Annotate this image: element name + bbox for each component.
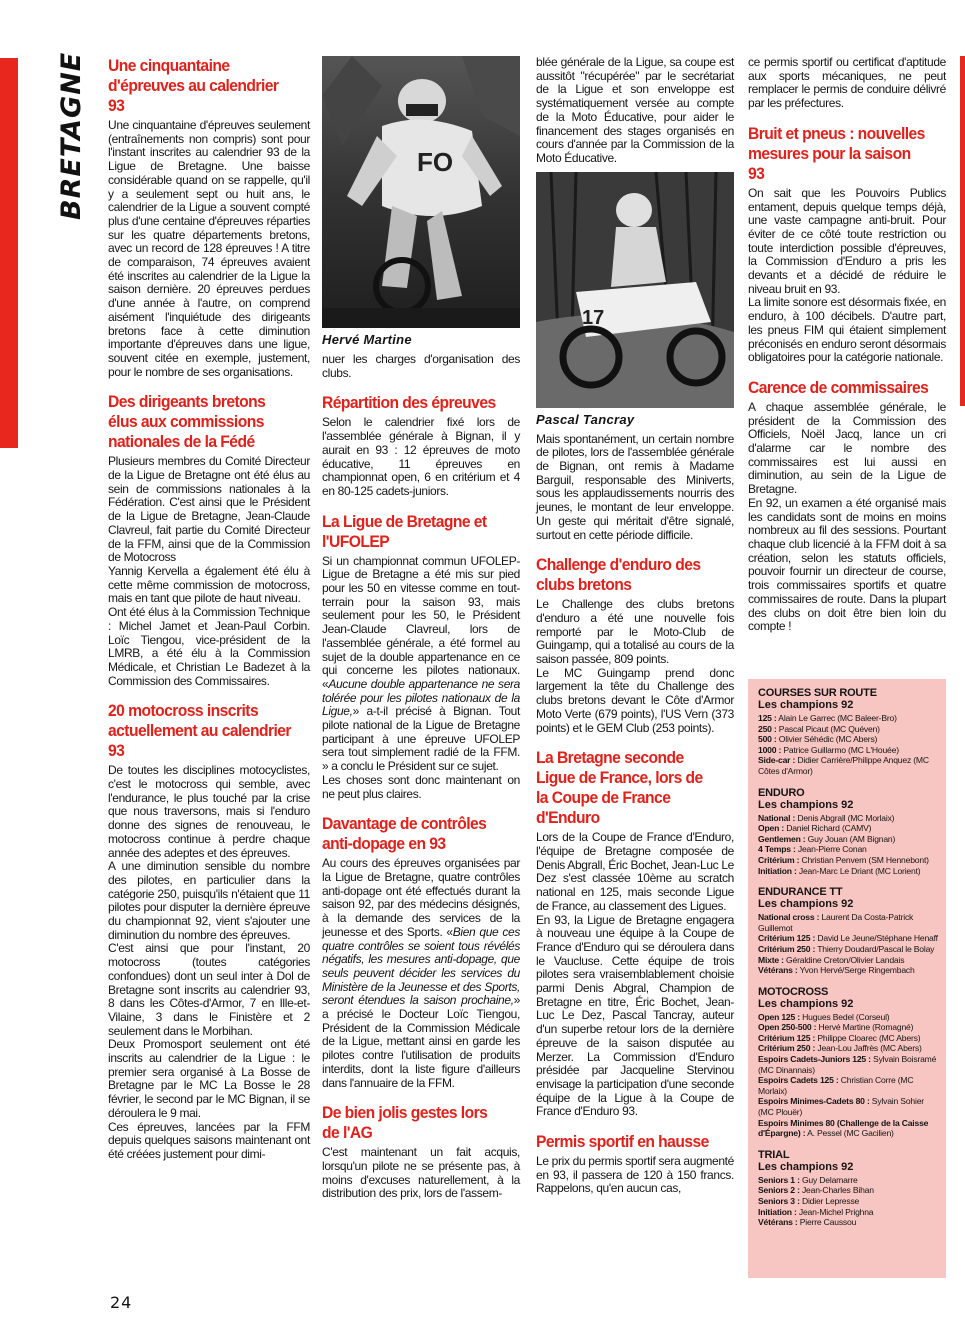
- champion-row: [758, 933, 940, 944]
- champion-class: Critérium :: [758, 854, 800, 865]
- champion-row: [758, 1185, 940, 1196]
- champion-name: Guy Jouan (AM Bignan): [805, 833, 896, 844]
- champion-class: Initiation :: [758, 865, 797, 876]
- champions-subtitle: Les champions 92: [758, 1160, 854, 1173]
- champion-name: David Le Jeune/Stéphane Henaff: [815, 933, 938, 944]
- photo-motocross-rider: [322, 56, 520, 328]
- champion-name: Alain Le Garrec (MC Baleer-Bro): [776, 713, 897, 723]
- champion-class: National cross :: [758, 912, 820, 923]
- quote-italic: Bien que ces quatre contrôles se soient tous révélés négatifs, les mesures anti-dopage, que seuls peuvent décider les services du Ministère de la Jeunesse et des Sports, seront étendues la saison prochaine,: [322, 924, 520, 1008]
- champion-name: Guy Delamarre: [799, 1174, 858, 1185]
- text-run: » a-t-il précisé à Bignan. Tout pilote national de la Ligue de Bretagne participant à une épreuve UFOLEP sera tout simplement radié de la FFM. » a conclu le Président sur ce sujet.: [322, 704, 520, 774]
- champion-row: [758, 823, 940, 834]
- champion-row: [758, 734, 940, 745]
- champion-class: Open 125 :: [758, 1011, 800, 1022]
- champion-class: Espoirs Minimes-Cadets 80 :: [758, 1096, 870, 1107]
- red-side-bar: [0, 58, 18, 448]
- champion-name: Sylvain Sohier (MC Plouër): [758, 1096, 924, 1118]
- text-run: Au cours des épreuves organisées par la Ligue de Bretagne, quatre contrôles anti-dopage ont été effectués durant la saison 92, par des médecins désignés, à la demande des services de la jeunesse et des Sports. «: [322, 856, 520, 939]
- paragraph: blée générale de la Ligue, sa coupe est aussitôt "récupérée" par le secrétariat de la Ligue et son enveloppe est systématiquement versée au compte de la Moto Éducative, pour aider le financement des stages organisés en cours d'année par la Commission de la Moto Éducative.: [536, 55, 734, 165]
- champions-category: COURSES SUR ROUTE: [758, 687, 877, 699]
- champion-name: Denis Abgrall (MC Morlaix): [795, 812, 895, 823]
- champion-class: 500 :: [758, 734, 777, 745]
- paragraph: Ces épreuves, lancées par la FFM depuis quelques saisons maintenant ont été créées justement pour dimi-: [108, 1119, 310, 1161]
- champion-name: Jean-Lou Jaffrès (MC Abers): [815, 1043, 922, 1054]
- paragraph: Mais spontanément, un certain nombre de pilotes, lors de l'assemblée générale de Bignan, ont remis à Madame Barguil, responsable des Miniverts, sous les applaudissements nourris des jeunes, le montant de leur enveloppe. Un geste qui méritait d'être signalé, surtout en cette période difficile.: [536, 431, 734, 542]
- champion-class: Critérium 250 :: [758, 1043, 816, 1054]
- champions-section: [758, 886, 940, 976]
- heading: Bruit et pneus : nouvelles mesures pour la saison 93: [748, 123, 925, 183]
- champion-row: [758, 1196, 940, 1207]
- champion-row: [758, 1012, 940, 1023]
- champion-name: Pascal Picaut (MC Quéven): [776, 723, 880, 734]
- paragraph: C'est ainsi que pour l'instant, 20 motocross (toutes catégories confondues) dont un seul inter à Dol de Bretagne sont inscrits au calendrier 93, 8 dans les Côtes-d'Armor, 7 en Ille-et-Vilaine, 3 dans le Finistère et 2 seulement dans le Morbihan.: [108, 941, 310, 1038]
- champions-box: [748, 679, 946, 1278]
- paragraph: A chaque assemblée générale, le président de la Commission des Officiels, Noël Jacq, lance un cri d'alarme car le nombre des commissaires est lui aussi en diminution, au sein de la Ligue de Bretagne.: [748, 399, 946, 497]
- champion-name: Hugues Bedel (Corseul): [799, 1011, 890, 1022]
- champions-subtitle: Les champions 92: [758, 699, 854, 711]
- champion-row: [758, 813, 940, 824]
- paragraph: Le prix du permis sportif sera augmenté en 93, il passera de 120 à 150 francs. Rappelons, qu'en aucun cas,: [536, 1154, 734, 1196]
- svg-text:FO: FO: [417, 147, 454, 177]
- champion-row: [758, 1022, 940, 1033]
- heading: La Ligue de Bretagne et l'UFOLEP: [322, 511, 487, 551]
- paragraph: Une cinquantaine d'épreuves seulement (entraînements non compris) sont pour l'instant inscrites au calendrier 93 de la Ligue de Bretagne. Une baisse considérable quand on se rappelle, qu'il y a seulement sept ou huit ans, le calendrier de la Ligue a souvent compté plus d'une centaine d'épreuves réparties sur les quatre départements bretons, avec un record de 128 épreuves ! A titre de comparaison, 74 épreuves avaient été inscrites au calendrier de la Ligue la saison dernière. 20 épreuves perdues d'une année à l'autre, on comprend aisément l'inquiétude des dirigeants bretons face à cette diminution importante d'épreuves dans une ligue, souvent citée en exemple, justement, pour le nombre de ses organisations.: [108, 118, 310, 379]
- heading: Davantage de contrôles anti-dopage en 93: [322, 814, 487, 854]
- heading: La Bretagne seconde Ligue de France, lors de la Coupe de France d'Enduro: [536, 748, 703, 828]
- paragraph: En 93, la Ligue de Bretagne engagera à nouveau une équipe à la Coupe de France d'Enduro qui se déroulera dans le Vaucluse. Cette équipe de trois pilotes sera vraisemblablement choisie parmi Denis Abgral, Champion de Bretagne en titre, Éric Bochet, Jean-Luc Le Dez, Pascal Tancray, auteur d'un superbe retour lors de la dernière épreuve de la saison disputée au Merzer. La Commission d'Enduro présidée par Jacqueline Stervinou envisage la participation d'une seconde équipe de la Ligue à la Coupe de France d'Enduro 93.: [536, 912, 734, 1119]
- champion-name: Pierre Caussou: [797, 1217, 857, 1228]
- champion-class: 1000 :: [758, 744, 782, 755]
- paragraph: [322, 857, 520, 1090]
- champion-name: Géraldine Creton/Olivier Landais: [783, 954, 905, 965]
- paragraph: De toutes les disciplines motocyclistes, c'est le motocross qui semble, avec l'endurance, le plus touché par la crise que nous traversons, mais si l'enduro donne des signes de renouveau, le motocross continue à perdre chaque année des adeptes et des épreuves.: [108, 763, 310, 860]
- photo-caption: Pascal Tancray: [536, 411, 635, 427]
- paragraph: On sait que les Pouvoirs Publics entament, depuis quelque temps déjà, une vaste campagne anti-bruit. Pour éviter de ce côté toute restriction ou toute interdiction possible d'épreuves, la Commission d'Enduro a pris les devants et a décidé de réduire le niveau bruit en 93.: [748, 185, 946, 296]
- paragraph: nuer les charges d'organisation des clubs.: [322, 352, 520, 380]
- text-run: Si un championnat commun UFOLEP-Ligue de Bretagne a été mis sur pied pour les 50 en vitesse comme en tout-terrain pour la saison 93, mais seulement pour les 50, le Président Jean-Claude Clavreul, lors de l'assemblée générale, a été formel au sujet de la double appartenance en ce qui concerne les pilotes nationaux. «: [322, 553, 520, 691]
- paragraph: A une diminution sensible du nombre des pilotes, en particulier dans la catégorie 250, puisqu'ils n'étaient que 11 pilotes pour disputer la dernière épreuve du championnat 92, vient s'ajouter une diminution du nombre des épreuves.: [108, 859, 310, 942]
- champion-name: Yvon Hervé/Serge Ringembach: [797, 965, 915, 976]
- champion-row: [758, 1096, 940, 1117]
- paragraph: Yannig Kervella a également été élu à cette même commission de motocross, mais en tant que pilote de haut niveau.: [108, 563, 310, 606]
- heading: De bien jolis gestes lors de l'AG: [322, 1103, 488, 1143]
- champion-name: Hervé Martine (Romagné): [816, 1022, 914, 1033]
- champions-section: [758, 1149, 940, 1228]
- champion-row: [758, 844, 940, 855]
- paragraph: [322, 555, 520, 774]
- champion-name: Didier Lepresse: [799, 1196, 860, 1206]
- champions-section: [758, 787, 940, 877]
- champion-class: Seniors 2 :: [758, 1185, 800, 1196]
- champion-row: [758, 755, 940, 776]
- champion-name: Christian Corre (MC Morlaix): [758, 1075, 914, 1096]
- paragraph: Le Challenge des clubs bretons d'enduro a été une nouvelle fois remporté par le Moto-Club de Guingamp, qui a totalisé au cours de la saison passée, 809 points.: [536, 597, 734, 667]
- champion-class: Vétérans :: [758, 1217, 798, 1228]
- champion-class: Critérium 125 :: [758, 1032, 816, 1043]
- champion-class: 250 :: [758, 723, 777, 734]
- champion-class: Side-car :: [758, 755, 796, 766]
- champions-category: ENDURANCE TT: [758, 886, 843, 899]
- champion-row: [758, 955, 940, 966]
- champion-name: Daniel Richard (CAMV): [784, 823, 872, 834]
- champion-row: [758, 834, 940, 845]
- champion-name: A. Pessel (MC Gacilien): [805, 1128, 894, 1139]
- heading: 20 motocross inscrits actuellement au calendrier 93: [108, 701, 291, 761]
- champion-class: Seniors 1 :: [758, 1174, 800, 1185]
- champion-row: [758, 1207, 940, 1218]
- red-edge-bar: [960, 56, 965, 406]
- paragraph: Le MC Guingamp prend donc largement la tête du Challenge des clubs bretons devant le Côte d'Armor Moto Verte (679 points), l'US Vern (373 points) et le GEM Club (253 points).: [536, 665, 734, 735]
- champion-row: [758, 866, 940, 877]
- champion-row: [758, 1175, 940, 1186]
- champions-category: MOTOCROSS: [758, 985, 829, 998]
- champion-name: Christian Penvern (SM Hennebont): [799, 854, 929, 865]
- photo-caption: Hervé Martine: [322, 332, 412, 347]
- champion-row: [758, 1033, 940, 1044]
- paragraph: ce permis sportif ou certificat d'aptitude aux sports mécaniques, ne peut remplacer le permis de conduire délivré par les préfectures.: [748, 55, 946, 111]
- champions-category: ENDURO: [758, 786, 805, 799]
- champion-class: 125 :: [758, 713, 777, 723]
- column-4: [748, 56, 946, 634]
- champion-row: [758, 713, 940, 724]
- champions-subtitle: Les champions 92: [758, 898, 854, 911]
- heading: Carence de commissaires: [748, 377, 929, 397]
- heading: Répartition des épreuves: [322, 393, 496, 413]
- paragraph: Ont été élus à la Commission Technique : Michel Jamet et Jean-Paul Corbin. Loïc Tiengou, vice-président de la LMRB, a été élu à la Commission Médicale, et Christian Le Badezet à la Commission des Commissaires.: [108, 605, 310, 688]
- champion-row: [758, 965, 940, 976]
- paragraph: Lors de la Coupe de France d'Enduro, l'équipe de Bretagne composée de Denis Abgrall, Éric Bochet, Jean-Luc Le Dez s'est classée 10ème au scratch national en 125, mais seconde Ligue de France, au classement des Ligues.: [536, 830, 734, 913]
- column-3: [536, 56, 734, 1196]
- champion-row: [758, 1043, 940, 1054]
- champion-name: Thierry Doudard/Pascal le Bolay: [815, 943, 935, 954]
- champions-subtitle: Les champions 92: [758, 997, 854, 1010]
- photo-enduro-rider: [536, 172, 734, 408]
- champions-category: TRIAL: [758, 1148, 790, 1161]
- champion-class: Open :: [758, 823, 785, 834]
- champion-row: [758, 855, 940, 866]
- heading: Des dirigeants bretons élus aux commissions nationales de la Fédé: [108, 392, 266, 452]
- champion-class: Open 250-500 :: [758, 1022, 817, 1033]
- champion-class: 4 Temps :: [758, 844, 796, 855]
- paragraph: La limite sonore est désormais fixée, en enduro, à 100 décibels. D'autre part, les pneus FIM qui étaient simplement préconisés en enduro seront désormais obligatoires pour la catégorie nationale.: [748, 295, 946, 365]
- champion-name: Didier Carrière/Philippe Anquez (MC Côtes d'Armor): [758, 755, 929, 776]
- champion-row: [758, 912, 940, 933]
- champion-class: Critérium 250 :: [758, 943, 816, 954]
- quote-italic: Aucune double appartenance ne sera tolérée pour les pilotes nationaux de la Ligue,: [322, 676, 520, 719]
- champion-class: Mixte :: [758, 954, 784, 965]
- champion-row: [758, 1075, 940, 1096]
- champion-name: Sylvain Boisramé (MC Dinannais): [758, 1054, 937, 1075]
- paragraph: En 92, un examen a été organisé mais les candidats sont de moins en moins nombreux au fil des sessions. Pourtant chaque club licencié à la FFM doit à sa création, selon les statuts officiels, pouvoir fournir un directeur de course, trois commissaires sportifs et quatre commissaires de route. Dans la plupart des clubs on doit être bien loin du compte !: [748, 495, 946, 634]
- paragraph: Plusieurs membres du Comité Directeur de la Ligue de Bretagne ont été élus au sein de commissions nationales à la Fédération. C'est ainsi que le Président de la Ligue de Bretagne, Jean-Claude Clavreul, fait partie du Comité Directeur de la FFM, ainsi que de la Commission de Motocross: [108, 454, 310, 565]
- champion-row: [758, 944, 940, 955]
- heading: Challenge d'enduro des clubs bretons: [536, 555, 701, 595]
- page-number: 24: [110, 1293, 133, 1312]
- champion-class: Initiation :: [758, 1206, 797, 1217]
- champion-class: Espoirs Cadets-Juniors 125 :: [758, 1054, 871, 1065]
- champion-row: [758, 1217, 940, 1228]
- champion-name: Patrice Guillarmo (MC L'Houée): [781, 744, 899, 755]
- champion-class: Critérium 125 :: [758, 933, 816, 944]
- champion-name: Jean-Michel Prighna: [796, 1206, 874, 1217]
- champion-row: [758, 745, 940, 756]
- paragraph: C'est maintenant un fait acquis, lorsqu'un pilote ne se présente pas, à moins d'excuses naturellement, à la distribution des prix, lors de l'assem-: [322, 1145, 520, 1201]
- champion-name: Jean-Charles Bihan: [799, 1185, 874, 1196]
- champion-class: Vétérans :: [758, 965, 798, 976]
- champions-subtitle: Les champions 92: [758, 798, 854, 811]
- champion-name: Jean-Pierre Conan: [795, 844, 867, 855]
- heading: Une cinquantaine d'épreuves au calendrier 93: [108, 56, 279, 115]
- champion-row: [758, 724, 940, 735]
- champion-name: Jean-Marc Le Driant (MC Lorient): [796, 865, 921, 876]
- paragraph: Deux Promosport seulement ont été inscrits au calendrier de la Ligue : le premier sera organisé à La Bosse de Bretagne par le MC La Bosse le 28 février, le second par le MC Bignan, il se déroulera le 9 mai.: [108, 1037, 310, 1120]
- column-1: [108, 56, 310, 1162]
- champions-section: [758, 986, 940, 1139]
- champions-section: [758, 687, 940, 777]
- champion-row: [758, 1118, 940, 1139]
- champion-name: Olivier Séhédic (MC Abers): [776, 734, 878, 745]
- text-run: » a précisé le Docteur Loïc Tiengou, Président de la Commission Médicale de la Ligue, mettant ainsi en garde les pilotes contre l'utilisation de produits interdits, dont la liste figure d'ailleurs dans l'annuaire de la FFM.: [322, 993, 520, 1090]
- paragraph: Les choses sont donc maintenant on ne peut plus claires.: [322, 772, 520, 801]
- champion-class: Espoirs Cadets 125 :: [758, 1075, 839, 1086]
- paragraph: Selon le calendrier fixé lors de l'assemblée générale à Bignan, il y aurait en 93 : 12 épreuves de moto éducative, 11 épreuves en championnat open, 6 en critérium et 4 en 80-125 cadets-juniors.: [322, 415, 520, 498]
- champion-name: Laurent Da Costa-Patrick Guillemot: [758, 912, 914, 933]
- column-2: [322, 56, 520, 1201]
- champion-name: Philippe Cloarec (MC Abers): [815, 1032, 921, 1043]
- champion-row: [758, 1054, 940, 1075]
- champion-class: National :: [758, 812, 796, 823]
- section-title: BRETAGNE: [56, 51, 87, 220]
- svg-text:17: 17: [582, 306, 605, 329]
- heading: Permis sportif en hausse: [536, 1132, 709, 1152]
- champion-class: Espoirs Minimes 80 (Challenge de la Caisse d'Épargne) :: [758, 1117, 929, 1139]
- champion-class: Seniors 3 :: [758, 1196, 800, 1206]
- champion-class: Gentlemen :: [758, 833, 806, 844]
